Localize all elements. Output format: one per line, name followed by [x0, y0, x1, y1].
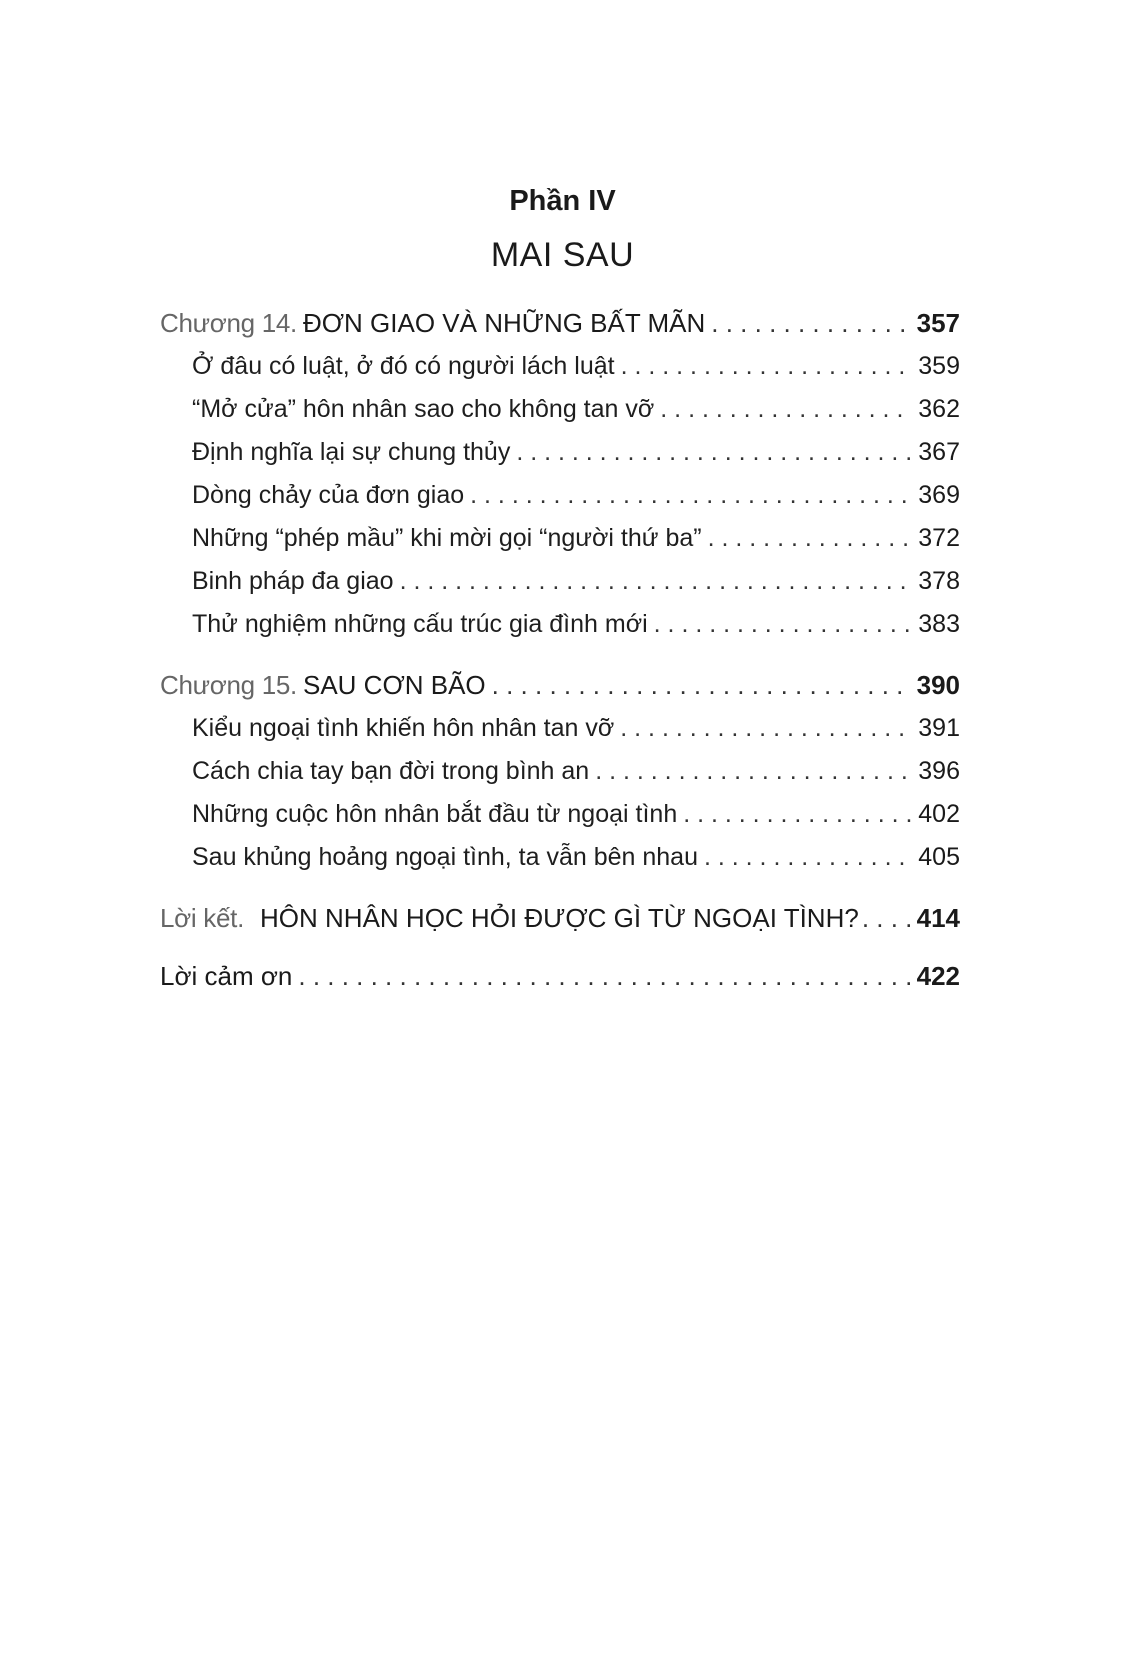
toc-epilogue[interactable] [160, 898, 960, 938]
toc-section[interactable] [192, 346, 960, 386]
toc-section[interactable] [192, 518, 960, 558]
section-title: Định nghĩa lại sự chung thủy [192, 438, 511, 466]
dot-leader [683, 794, 912, 834]
part-title: MAI SAU [490, 236, 635, 274]
page-number: 391 [918, 714, 960, 742]
page-number: 402 [918, 800, 960, 828]
toc-section[interactable] [192, 475, 960, 515]
toc-section[interactable] [192, 708, 960, 748]
dot-leader [704, 837, 912, 877]
page-number: 357 [916, 308, 960, 338]
dot-leader [654, 604, 913, 644]
page-number: 396 [918, 757, 960, 785]
toc-acknowledgements[interactable] [160, 956, 960, 996]
dot-leader [660, 389, 912, 429]
dot-leader [595, 751, 912, 791]
section-title: Những “phép mầu” khi mời gọi “người thứ ba” [192, 524, 702, 552]
page-number: 414 [916, 903, 960, 933]
section-title: Thử nghiệm những cấu trúc gia đình mới [192, 610, 648, 638]
chapter-title: Lời cảm ơn [160, 961, 293, 991]
section-title: Dòng chảy của đơn giao [192, 481, 465, 509]
section-title: Những cuộc hôn nhân bắt đầu từ ngoại tình [192, 800, 678, 828]
section-title: Binh pháp đa giao [192, 567, 394, 595]
toc-chapter-14[interactable] [160, 303, 960, 343]
toc-section[interactable] [192, 561, 960, 601]
page-number: 405 [918, 843, 960, 871]
dot-leader [708, 518, 913, 558]
dot-leader [470, 475, 912, 515]
chapter-title: SAU CƠN BÃO [302, 670, 486, 700]
chapter-prefix: Lời kết. [160, 903, 245, 933]
page-number: 367 [918, 438, 960, 466]
toc-chapter-15[interactable] [160, 665, 960, 705]
toc-section[interactable] [192, 604, 960, 644]
page-number: 378 [918, 567, 960, 595]
page-number: 390 [916, 670, 960, 700]
dot-leader [862, 898, 914, 938]
toc-section[interactable] [192, 837, 960, 877]
toc-section[interactable] [192, 432, 960, 472]
section-title: Kiểu ngoại tình khiến hôn nhân tan vỡ [192, 714, 615, 742]
chapter-prefix: Chương 15. [160, 670, 297, 700]
page-number: 383 [918, 610, 960, 638]
section-title: Sau khủng hoảng ngoại tình, ta vẫn bên nhau [192, 843, 698, 871]
chapter-title: HÔN NHÂN HỌC HỎI ĐƯỢC GÌ TỪ NGOẠI TÌNH? [260, 903, 859, 933]
chapter-title: ĐƠN GIAO VÀ NHỮNG BẤT MÃN [302, 308, 706, 338]
dot-leader [621, 346, 913, 386]
page-number: 422 [916, 961, 960, 991]
dot-leader [620, 708, 912, 748]
page-number: 372 [918, 524, 960, 552]
section-title: Ở đâu có luật, ở đó có người lách luật [192, 352, 615, 380]
section-title: “Mở cửa” hôn nhân sao cho không tan vỡ [192, 395, 655, 423]
toc-section[interactable] [192, 389, 960, 429]
dot-leader [400, 561, 913, 601]
dot-leader [298, 956, 910, 996]
dot-leader [492, 665, 911, 705]
dot-leader [516, 432, 912, 472]
section-title: Cách chia tay bạn đời trong bình an [192, 757, 590, 785]
toc-section[interactable] [192, 794, 960, 834]
part-label: Phần IV [509, 185, 616, 217]
page-number: 359 [918, 352, 960, 380]
page-number: 369 [918, 481, 960, 509]
toc-section[interactable] [192, 751, 960, 791]
dot-leader [711, 303, 910, 343]
page-number: 362 [918, 395, 960, 423]
chapter-prefix: Chương 14. [160, 308, 297, 338]
